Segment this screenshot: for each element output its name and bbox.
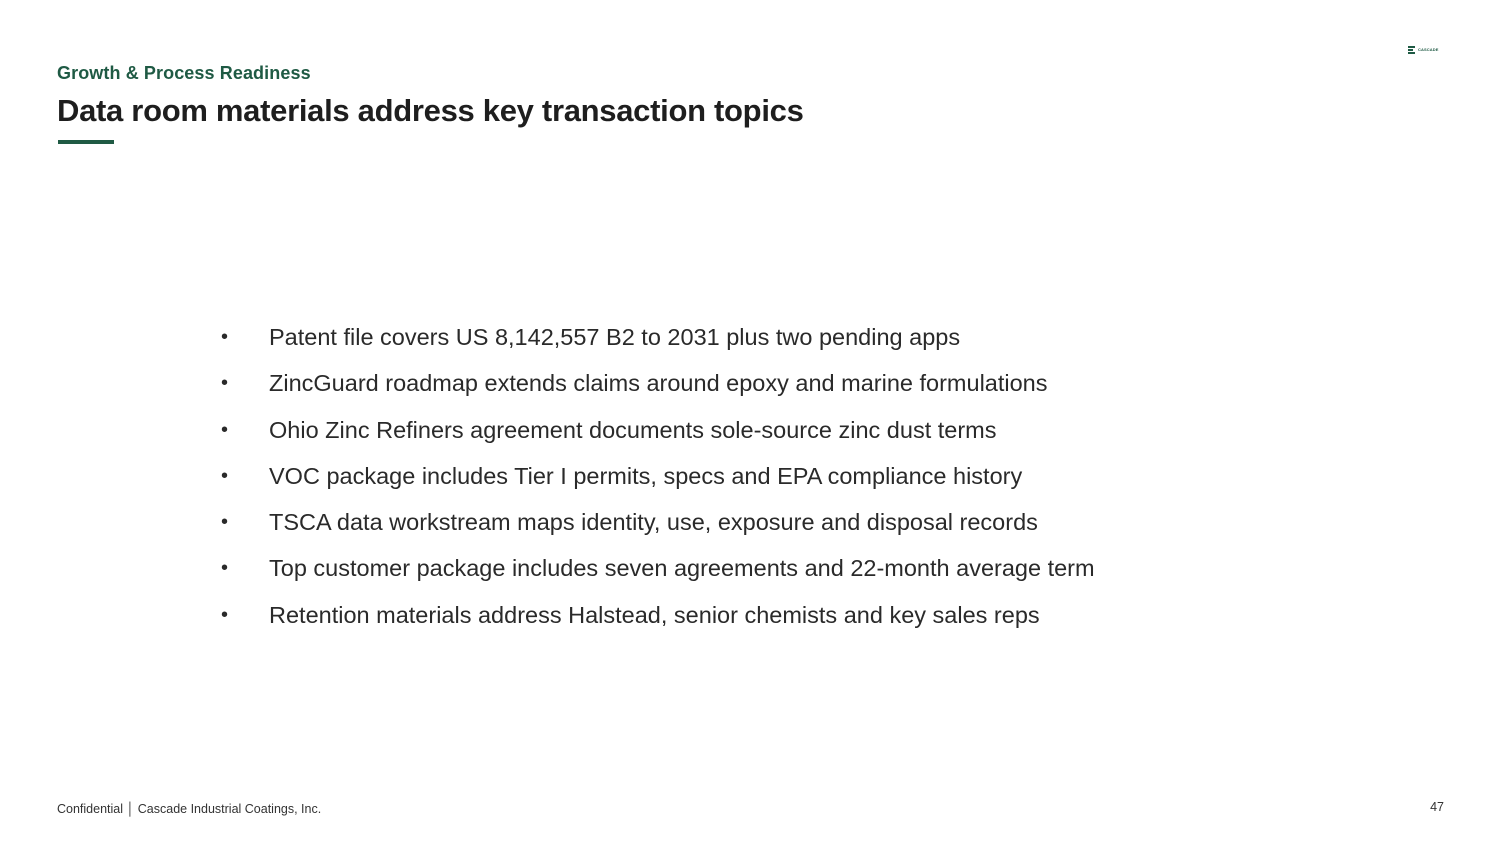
bullet-text: Ohio Zinc Refiners agreement documents sole-source zinc dust terms	[269, 416, 997, 443]
bullet-text: TSCA data workstream maps identity, use, exposure and disposal records	[269, 509, 1038, 536]
page-title: Data room materials address key transaction topics	[57, 93, 804, 128]
bullet-text: Top customer package includes seven agreements and 22-month average term	[269, 555, 1095, 582]
logo-text: CASCADE	[1418, 47, 1439, 52]
bullet-dot-icon: •	[221, 557, 229, 580]
bullet-dot-icon: •	[221, 603, 229, 626]
bullet-dot-icon: •	[221, 511, 229, 534]
bullet-dot-icon: •	[221, 326, 229, 348]
page-number: 47	[1430, 800, 1444, 814]
bullet-list	[221, 320, 1095, 644]
company-logo	[1408, 44, 1440, 56]
bullet-text: ZincGuard roadmap extends claims around epoxy and marine formulations	[269, 370, 1048, 397]
title-underline	[58, 140, 114, 144]
bullet-item	[221, 413, 1095, 459]
cascade-stripes-logo-icon	[1408, 46, 1416, 54]
bullet-item	[221, 366, 1095, 412]
bullet-item	[221, 459, 1095, 505]
bullet-item	[221, 320, 1095, 366]
footer-confidential: Confidential │ Cascade Industrial Coatings, Inc.	[57, 802, 322, 816]
bullet-dot-icon: •	[221, 418, 229, 441]
bullet-text: Retention materials address Halstead, senior chemists and key sales reps	[269, 601, 1040, 628]
bullet-dot-icon: •	[221, 464, 229, 487]
bullet-text: VOC package includes Tier I permits, specs and EPA compliance history	[269, 462, 1023, 489]
bullet-item	[221, 505, 1095, 551]
section-label: Growth & Process Readiness	[57, 63, 311, 83]
bullet-text: Patent file covers US 8,142,557 B2 to 2031 plus two pending apps	[269, 324, 961, 350]
bullet-item	[221, 551, 1095, 597]
bullet-item	[221, 598, 1095, 644]
bullet-dot-icon: •	[221, 372, 229, 395]
